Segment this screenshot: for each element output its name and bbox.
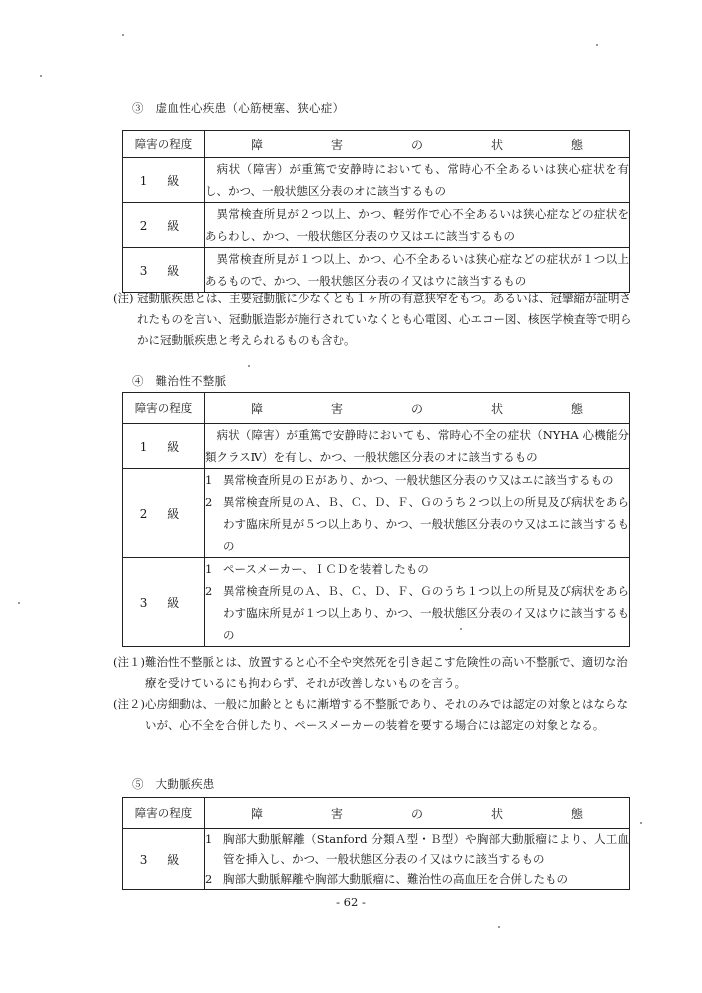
list-item bbox=[205, 469, 629, 491]
header-char: 障 bbox=[250, 806, 263, 821]
header-char: 態 bbox=[570, 806, 583, 821]
desc-cell bbox=[205, 469, 630, 558]
scan-speck bbox=[40, 75, 42, 77]
header-char: 害 bbox=[330, 806, 343, 821]
desc-cell bbox=[205, 424, 630, 469]
header-grade: 障害の程度 bbox=[123, 131, 205, 158]
desc-cell bbox=[205, 248, 630, 293]
list-item bbox=[205, 869, 629, 889]
desc-text: 病状（障害）が重篤で安静時においても、常時心不全の症状（NYHA 心機能分類クラスⅣ）を有し、かつ、一般状態区分表のオに該当するもの bbox=[205, 428, 629, 464]
table-row bbox=[123, 158, 630, 203]
header-char: の bbox=[410, 137, 423, 152]
header-char: 態 bbox=[570, 401, 583, 416]
desc-text: 病状（障害）が重篤で安静時においても、常時心不全あるいは狭心症状を有し、かつ、一般状態区分表のオに該当するもの bbox=[205, 162, 629, 198]
section-4-heading: ④ 難治性不整脈 bbox=[132, 374, 227, 388]
page-number: - 62 - bbox=[336, 895, 366, 909]
header-grade: 障害の程度 bbox=[123, 393, 205, 424]
desc-text: 異常検査所見が１つ以上、かつ、心不全あるいは狭心症などの症状が１つ以上あるもので、かつ、一般状態区分表のイ又はウに該当するもの bbox=[205, 252, 629, 288]
table-row bbox=[123, 424, 630, 469]
item-text: 異常検査所見のＡ、Ｂ、Ｃ、Ｄ、Ｆ、Ｇのうち２つ以上の所見及び病状をあらわす臨床所見が５つ以上あり、かつ、一般状態区分表のウ又はエに該当するもの bbox=[223, 495, 629, 553]
item-number: 2 bbox=[205, 872, 213, 886]
desc-cell bbox=[205, 158, 630, 203]
item-text: 異常検査所見のＡ、Ｂ、Ｃ、Ｄ、Ｆ、Ｇのうち１つ以上の所見及び病状をあらわす臨床所見が１つ以上あり、かつ、一般状態区分表のイ又はウに該当するもの bbox=[223, 584, 629, 642]
scan-speck bbox=[18, 602, 20, 604]
scan-speck bbox=[596, 44, 598, 46]
grade-cell: 2 級 bbox=[123, 203, 205, 248]
item-text: ペースメーカー、ＩＣＤを装着したもの bbox=[223, 562, 429, 576]
item-text: 胸部大動脈解離や胸部大動脈瘤に、難治性の高血圧を合併したもの bbox=[223, 872, 568, 886]
header-char: 害 bbox=[330, 137, 343, 152]
section-3-table bbox=[122, 130, 630, 293]
grade-cell: 3 級 bbox=[123, 558, 205, 647]
table-row bbox=[123, 829, 630, 890]
table-header-row bbox=[123, 131, 630, 158]
note-label: (注１) bbox=[113, 655, 145, 669]
header-char: 状 bbox=[490, 137, 503, 152]
header-char: 態 bbox=[570, 137, 583, 152]
header-char: の bbox=[410, 401, 423, 416]
header-char: 状 bbox=[490, 806, 503, 821]
list-item bbox=[205, 829, 629, 869]
section-5-heading: ⑤ 大動脈疾患 bbox=[132, 777, 215, 791]
item-number: 2 bbox=[205, 584, 213, 598]
header-desc bbox=[205, 131, 630, 158]
header-desc bbox=[205, 393, 630, 424]
section-3-heading: ③ 虚血性心疾患（心筋梗塞、狭心症） bbox=[132, 101, 345, 115]
note-label: (注２) bbox=[113, 697, 145, 711]
desc-cell bbox=[205, 829, 630, 890]
desc-cell bbox=[205, 558, 630, 647]
section-3-note bbox=[113, 288, 633, 351]
list-item bbox=[205, 580, 629, 646]
item-number: 2 bbox=[205, 495, 213, 509]
grade-cell: 3 級 bbox=[123, 248, 205, 293]
item-text: 異常検査所見のＥがあり、かつ、一般状態区分表のウ又はエに該当するもの bbox=[223, 473, 614, 487]
list-item bbox=[205, 558, 629, 580]
list-item bbox=[205, 491, 629, 557]
scan-speck bbox=[498, 926, 500, 928]
table-header-row bbox=[123, 798, 630, 829]
note-label: (注) bbox=[113, 291, 134, 305]
section-4-note-1 bbox=[113, 652, 633, 694]
note-text: 冠動脈疾患とは、主要冠動脈に少なくとも１ヶ所の有意狭窄をもつ。あるいは、冠攣縮が証明されたものを言い、冠動脈造影が施行されていなくとも心電図、心エコー図、核医学検査等で明らかに冠動脈疾患と考えられるものも含む。 bbox=[137, 291, 632, 347]
grade-cell: 1 級 bbox=[123, 424, 205, 469]
header-char: 障 bbox=[250, 137, 263, 152]
section-4-note-2 bbox=[113, 694, 633, 736]
table-row bbox=[123, 469, 630, 558]
desc-cell bbox=[205, 203, 630, 248]
header-char: 害 bbox=[330, 401, 343, 416]
note-text: 難治性不整脈とは、放置すると心不全や突然死を引き起こす危険性の高い不整脈で、適切な治療を受けているにも拘わらず、それが改善しないものを言う。 bbox=[145, 655, 628, 690]
item-number: 1 bbox=[205, 473, 213, 487]
desc-text: 異常検査所見が２つ以上、かつ、軽労作で心不全あるいは狭心症などの症状をあらわし、かつ、一般状態区分表のウ又はエに該当するもの bbox=[205, 207, 629, 243]
item-number: 1 bbox=[205, 562, 213, 576]
section-4-table bbox=[122, 392, 630, 647]
table-row bbox=[123, 203, 630, 248]
table-row bbox=[123, 558, 630, 647]
note-text: 心房細動は、一般に加齢とともに漸増する不整脈であり、それのみでは認定の対象とはならないが、心不全を合併したり、ペースメーカーの装着を要する場合には認定の対象となる。 bbox=[145, 697, 628, 732]
grade-cell: 2 級 bbox=[123, 469, 205, 558]
section-5-table bbox=[122, 797, 630, 890]
scan-speck bbox=[248, 365, 250, 367]
header-char: 障 bbox=[250, 401, 263, 416]
table-header-row bbox=[123, 393, 630, 424]
header-char: 状 bbox=[490, 401, 503, 416]
table-row bbox=[123, 248, 630, 293]
header-grade: 障害の程度 bbox=[123, 798, 205, 829]
grade-cell: 1 級 bbox=[123, 158, 205, 203]
item-text: 胸部大動脈解離（Stanford 分類Ａ型・Ｂ型）や胸部大動脈瘤により、人工血管を挿入し、かつ、一般状態区分表のイ又はウに該当するもの bbox=[223, 832, 629, 866]
grade-cell: 3 級 bbox=[123, 829, 205, 890]
item-number: 1 bbox=[205, 832, 213, 846]
scan-speck bbox=[122, 34, 124, 36]
header-desc bbox=[205, 798, 630, 829]
scan-speck bbox=[460, 628, 462, 630]
header-char: の bbox=[410, 806, 423, 821]
scan-speck bbox=[640, 822, 642, 824]
